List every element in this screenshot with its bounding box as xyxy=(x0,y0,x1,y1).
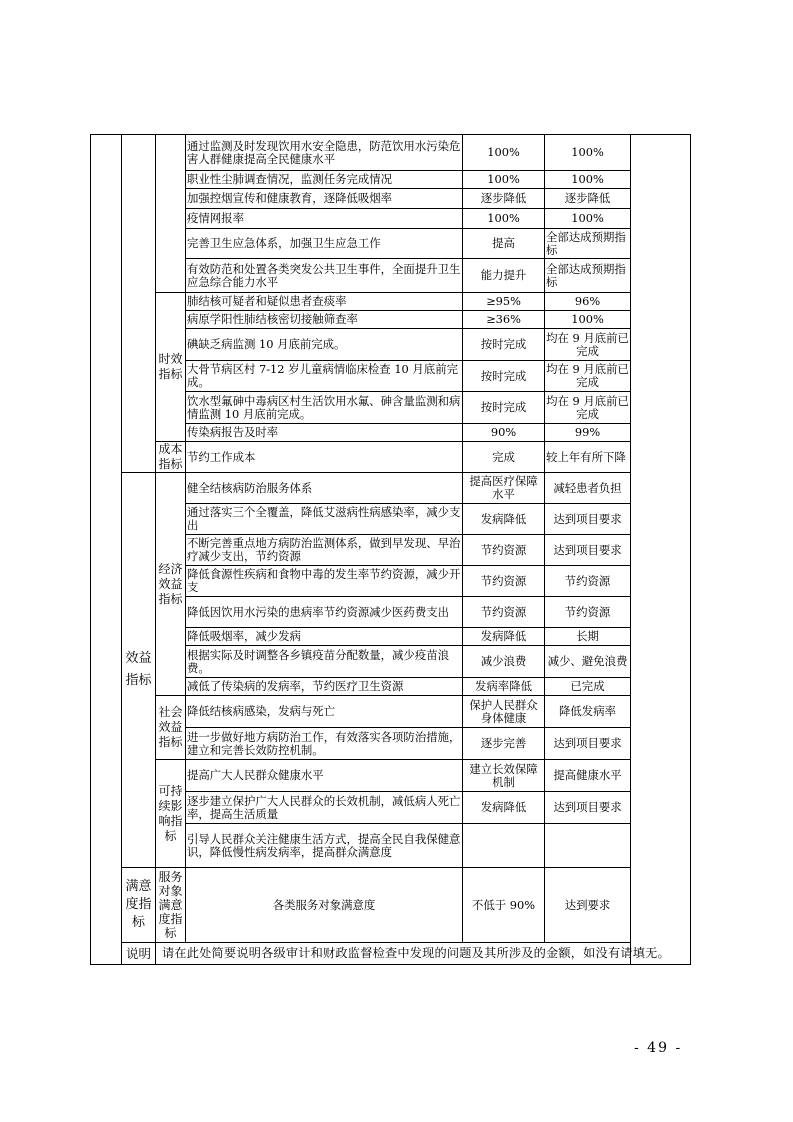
indicator-target xyxy=(463,824,545,868)
first-indicator-label: 满意度指标 xyxy=(122,868,156,943)
indicator-target: 90% xyxy=(463,424,545,442)
indicator-actual: 节约资源 xyxy=(545,566,631,597)
indicator-actual: 均在 9 月底前已完成 xyxy=(545,329,631,361)
indicator-target: 节约资源 xyxy=(463,597,545,628)
indicator-actual: 减少、避免浪费 xyxy=(545,646,631,678)
indicator-actual: 全部达成预期指标 xyxy=(545,259,631,293)
indicator-target: 发病降低 xyxy=(463,504,545,535)
indicator-target: 按时完成 xyxy=(463,361,545,392)
indicator-content: 不断完善重点地方病防治监测体系，做到早发现、早治疗减少支出，节约资源 xyxy=(186,535,463,566)
indicator-target: 按时完成 xyxy=(463,392,545,424)
indicator-actual: 均在 9 月底前已完成 xyxy=(545,392,631,424)
note-text: 请在此处简要说明各级审计和财政监督检查中发现的问题及其所涉及的金额，如没有请填无。 xyxy=(156,943,691,965)
indicator-actual: 已完成 xyxy=(545,678,631,696)
page-number: - 49 - xyxy=(634,1040,683,1056)
empty-cell xyxy=(91,135,122,965)
indicator-actual: 96% xyxy=(545,293,631,311)
sub-indicator-label: 经济效益指标 xyxy=(156,473,186,696)
indicator-target: 建立长效保障机制 xyxy=(463,760,545,792)
indicator-actual: 全部达成预期指标 xyxy=(545,229,631,259)
indicator-content: 节约工作成本 xyxy=(186,442,463,473)
indicator-content: 碘缺乏病监测 10 月底前完成。 xyxy=(186,329,463,361)
indicator-actual: 达到项目要求 xyxy=(545,792,631,824)
sub-indicator-label: 时效指标 xyxy=(156,293,186,442)
indicator-content: 病原学阳性肺结核密切接触筛查率 xyxy=(186,311,463,329)
indicator-target: 提高医疗保障水平 xyxy=(463,473,545,504)
indicator-actual: 100% xyxy=(545,209,631,229)
indicator-content: 完善卫生应急体系，加强卫生应急工作 xyxy=(186,229,463,259)
indicator-target: ≥95% xyxy=(463,293,545,311)
indicator-content: 减低了传染病的发病率，节约医疗卫生资源 xyxy=(186,678,463,696)
indicator-actual: 达到项目要求 xyxy=(545,728,631,760)
indicator-content: 降低结核病感染，发病与死亡 xyxy=(186,696,463,728)
indicator-content: 提高广大人民群众健康水平 xyxy=(186,760,463,792)
indicator-content: 健全结核病防治服务体系 xyxy=(186,473,463,504)
indicator-content: 疫情网报率 xyxy=(186,209,463,229)
indicator-actual: 100% xyxy=(545,135,631,171)
indicator-actual: 减轻患者负担 xyxy=(545,473,631,504)
indicator-actual: 较上年有所下降 xyxy=(545,442,631,473)
indicator-content: 引导人民群众关注健康生活方式，提高全民自我保健意识，降低慢性病发病率，提高群众满意度 xyxy=(186,824,463,868)
indicator-actual: 均在 9 月底前已完成 xyxy=(545,361,631,392)
indicator-target: 提高 xyxy=(463,229,545,259)
indicator-content: 降低吸烟率，减少发病 xyxy=(186,628,463,646)
indicator-actual: 99% xyxy=(545,424,631,442)
indicator-content: 传染病报告及时率 xyxy=(186,424,463,442)
indicator-target: 不低于 90% xyxy=(463,868,545,943)
table-row xyxy=(91,135,691,171)
indicator-actual: 达到项目要求 xyxy=(545,535,631,566)
indicator-content: 职业性尘肺调查情况，监测任务完成情况 xyxy=(186,171,463,189)
indicator-target: 逐步完善 xyxy=(463,728,545,760)
note-row xyxy=(91,943,691,965)
first-indicator-label: 效益指标 xyxy=(122,473,156,868)
indicator-content: 降低食源性疾病和食物中毒的发生率节约资源，减少开支 xyxy=(186,566,463,597)
indicator-actual: 100% xyxy=(545,171,631,189)
indicator-actual: 节约资源 xyxy=(545,597,631,628)
indicator-actual: 降低发病率 xyxy=(545,696,631,728)
indicator-content: 通过监测及时发现饮用水安全隐患，防范饮用水污染危害人群健康提高全民健康水平 xyxy=(186,135,463,171)
indicator-content: 各类服务对象满意度 xyxy=(186,868,463,943)
empty-cell xyxy=(631,135,691,965)
indicator-content: 有效防范和处置各类突发公共卫生事件，全面提升卫生应急综合能力水平 xyxy=(186,259,463,293)
indicator-target: 能力提升 xyxy=(463,259,545,293)
indicator-target: 节约资源 xyxy=(463,566,545,597)
indicator-target: ≥36% xyxy=(463,311,545,329)
indicator-content: 大骨节病区村 7-12 岁儿童病情临床检查 10 月底前完成。 xyxy=(186,361,463,392)
sub-indicator-label: 服务对象满意度指标 xyxy=(156,868,186,943)
indicator-actual xyxy=(545,824,631,868)
sub-indicator-label: 成本指标 xyxy=(156,442,186,473)
indicator-content: 降低因饮用水污染的患病率节约资源减少医药费支出 xyxy=(186,597,463,628)
table-row xyxy=(91,293,691,311)
table-row xyxy=(91,696,691,728)
indicator-target: 节约资源 xyxy=(463,535,545,566)
empty-cell xyxy=(122,135,156,473)
indicator-actual: 提高健康水平 xyxy=(545,760,631,792)
indicator-content: 通过落实三个全覆盖，降低艾滋病性病感染率，减少支出 xyxy=(186,504,463,535)
table-row xyxy=(91,760,691,792)
indicator-target: 发病降低 xyxy=(463,792,545,824)
indicator-actual: 达到要求 xyxy=(545,868,631,943)
indicator-content: 逐步建立保护广大人民群众的长效机制，减低病人死亡率，提高生活质量 xyxy=(186,792,463,824)
indicator-target: 逐步降低 xyxy=(463,189,545,209)
indicator-actual: 逐步降低 xyxy=(545,189,631,209)
sub-indicator-label: 社会效益指标 xyxy=(156,696,186,760)
indicator-content: 根据实际及时调整各乡镇疫苗分配数量，减少疫苗浪费。 xyxy=(186,646,463,678)
indicator-target: 100% xyxy=(463,209,545,229)
indicator-content: 进一步做好地方病防治工作，有效落实各项防治措施，建立和完善长效防控机制。 xyxy=(186,728,463,760)
indicator-target: 保护人民群众身体健康 xyxy=(463,696,545,728)
indicator-actual: 达到项目要求 xyxy=(545,504,631,535)
indicator-actual: 100% xyxy=(545,311,631,329)
note-label: 说明 xyxy=(122,943,156,965)
indicator-actual: 长期 xyxy=(545,628,631,646)
indicator-content: 加强控烟宣传和健康教育，逐降低吸烟率 xyxy=(186,189,463,209)
empty-cell xyxy=(156,135,186,293)
indicator-target: 100% xyxy=(463,135,545,171)
indicator-target: 发病率降低 xyxy=(463,678,545,696)
indicator-target: 按时完成 xyxy=(463,329,545,361)
sub-indicator-label: 可持续影响指标 xyxy=(156,760,186,868)
performance-indicator-table xyxy=(90,134,691,965)
table-row xyxy=(91,442,691,473)
indicator-content: 肺结核可疑者和疑似患者查痰率 xyxy=(186,293,463,311)
indicator-target: 完成 xyxy=(463,442,545,473)
indicator-content: 饮水型氟砷中毒病区村生活饮用水氟、砷含量监测和病情监测 10 月底前完成。 xyxy=(186,392,463,424)
indicator-target: 发病降低 xyxy=(463,628,545,646)
indicator-target: 100% xyxy=(463,171,545,189)
indicator-target: 减少浪费 xyxy=(463,646,545,678)
table-row xyxy=(91,473,691,504)
table-row xyxy=(91,868,691,943)
